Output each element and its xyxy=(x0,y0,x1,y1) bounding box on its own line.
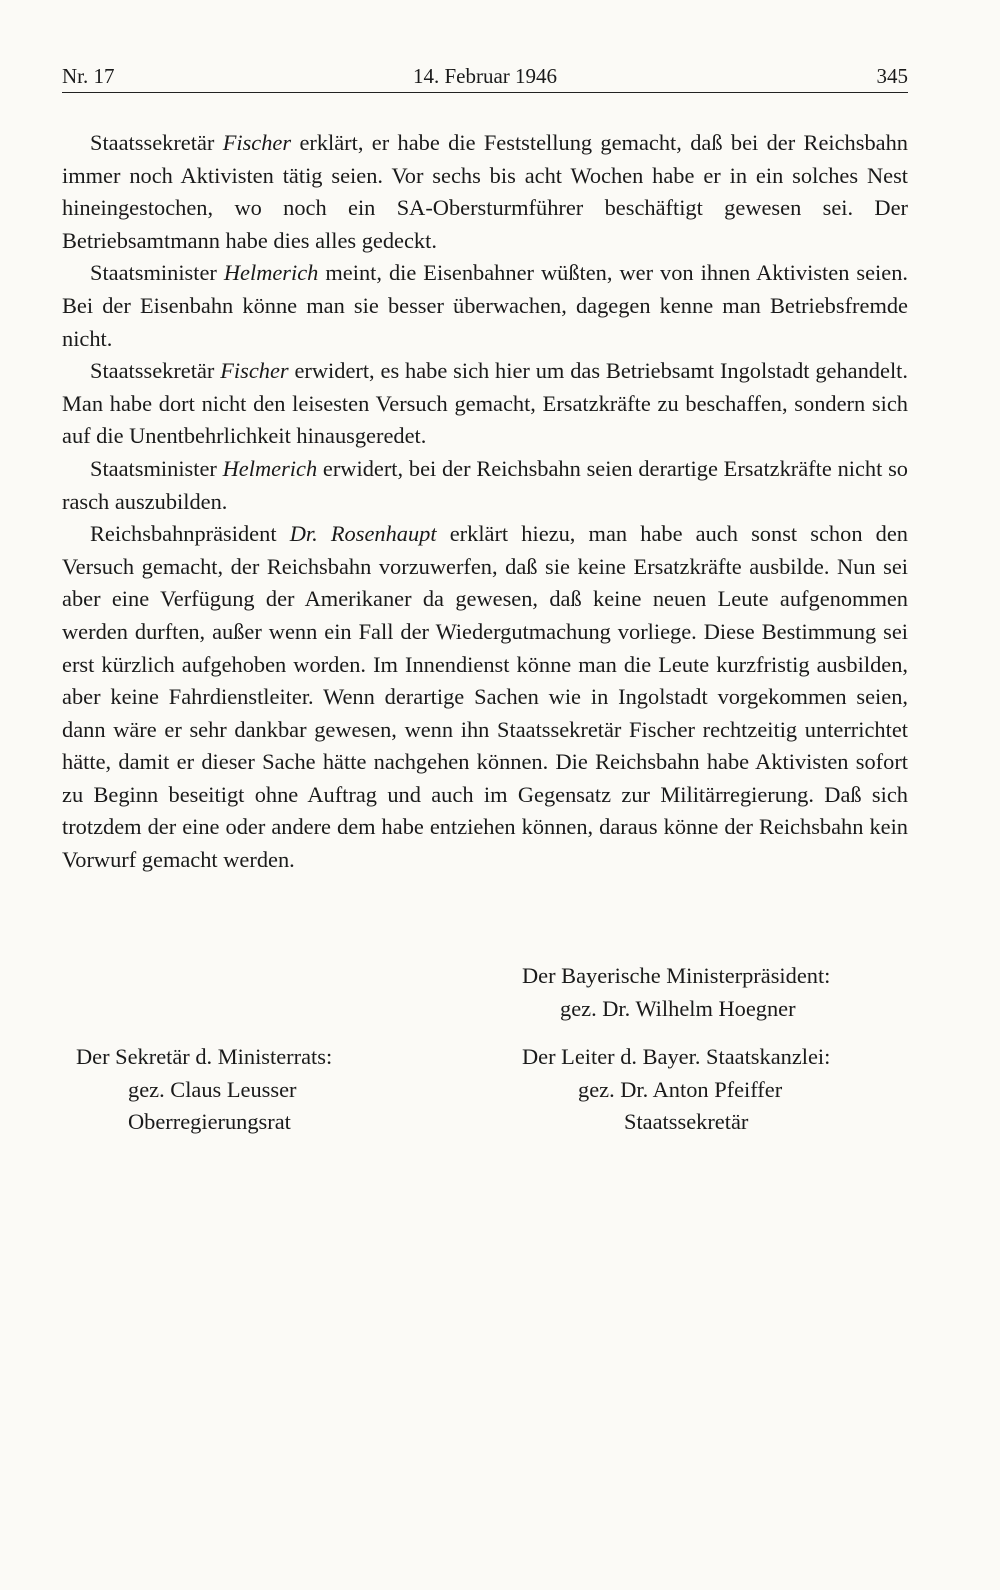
paragraph xyxy=(62,257,908,355)
header-date: 14. Februar 1946 xyxy=(412,64,558,88)
paragraph xyxy=(62,355,908,453)
signature-minister-president xyxy=(522,960,902,1025)
signature-name: gez. Dr. Wilhelm Hoegner xyxy=(560,995,796,1021)
speaker-title: Staatsminister xyxy=(90,455,223,481)
paragraph-text: erklärt, er habe die Feststellung gemacht, daß bei der Reichsbahn immer noch Aktivisten tätig seien. Vor sechs bis acht Wochen habe er in ein solches Nest hineingestochen, wo noch ein SA-Obersturmführer beschäftigt gewesen sei. Der Betriebsamtmann habe dies alles gedeckt. xyxy=(62,130,908,253)
paragraph xyxy=(62,127,908,257)
page-header xyxy=(62,64,908,93)
speaker-name: Helmerich xyxy=(222,455,318,481)
speaker-name: Fischer xyxy=(220,358,289,384)
paragraph-text: erwidert, es habe sich hier um das Betriebsamt Ingolstadt gehandelt. Man habe dort nicht den leisesten Versuch gemacht, Ersatzkräfte zu beschaffen, sondern sich auf die Unentbehrlichkeit hinausgeredet. xyxy=(62,358,908,449)
paragraph xyxy=(62,453,908,518)
speaker-title: Staatssekretär xyxy=(90,358,221,384)
signature-title: Der Leiter d. Bayer. Staatskanzlei: xyxy=(522,1044,831,1069)
signature-rank: Oberregierungsrat xyxy=(128,1109,291,1135)
speaker-title: Reichsbahnpräsident xyxy=(90,521,290,547)
speaker-name: Dr. Rosenhaupt xyxy=(289,521,437,547)
speaker-title: Staatssekretär xyxy=(90,130,223,155)
signature-name: gez. Dr. Anton Pfeiffer xyxy=(578,1076,783,1102)
speaker-name: Helmerich xyxy=(223,260,319,286)
protocol-text xyxy=(62,127,908,877)
paragraph-text: meint, die Eisenbahner wüßten, wer von ihnen Aktivisten seien. Bei der Eisenbahn könne man sie besser überwachen, dagegen kenne man Betriebsfremde nicht. xyxy=(62,260,908,351)
signature-title: Der Bayerische Ministerpräsident: xyxy=(522,963,831,988)
signature-secretary xyxy=(76,1041,406,1139)
issue-number: Nr. 17 xyxy=(62,64,115,88)
signature-title: Der Sekretär d. Ministerrats: xyxy=(76,1044,333,1069)
signature-chancellery-head xyxy=(522,1041,902,1139)
page-number: 345 xyxy=(876,64,908,88)
paragraph xyxy=(62,518,908,877)
signature-rank: Staatssekretär xyxy=(624,1109,749,1135)
paragraph-text: erklärt hiezu, man habe auch sonst schon den Versuch gemacht, der Reichsbahn vorzuwerfen, daß sie keine Ersatzkräfte ausbilde. Nun sei aber eine Verfügung der Amerikaner da gewesen, daß keine neuen Leute aufgenommen werden durften, außer wenn ein Fall der Wiedergutmachung vorliege. Diese Bestimmung sei erst kürzlich aufgehoben worden. Im Innendienst könne man die Leute kurzfristig ausbilden, aber keine Fahrdienstleiter. Wenn derartige Sachen wie in Ingolstadt vorgekommen seien, dann wäre er sehr dankbar gewesen, wenn ihn Staatssekretär Fischer rechtzeitig unterrichtet hätte, damit er dieser Sache hätte nachgehen können. Die Reichsbahn habe Aktivisten sofort zu Beginn beseitigt ohne Auftrag und auch im Gegensatz zur Militärregierung. Daß sich trotzdem der eine oder andere dem habe entziehen können, daraus könne der Reichsbahn kein Vorwurf gemacht werden. xyxy=(62,521,908,873)
paragraph-text: erwidert, bei der Reichsbahn seien derartige Ersatzkräfte nicht so rasch auszubilden. xyxy=(62,455,909,514)
speaker-title: Staatsminister xyxy=(90,260,224,286)
speaker-name: Fischer xyxy=(222,130,292,155)
signature-name: gez. Claus Leusser xyxy=(128,1076,297,1102)
